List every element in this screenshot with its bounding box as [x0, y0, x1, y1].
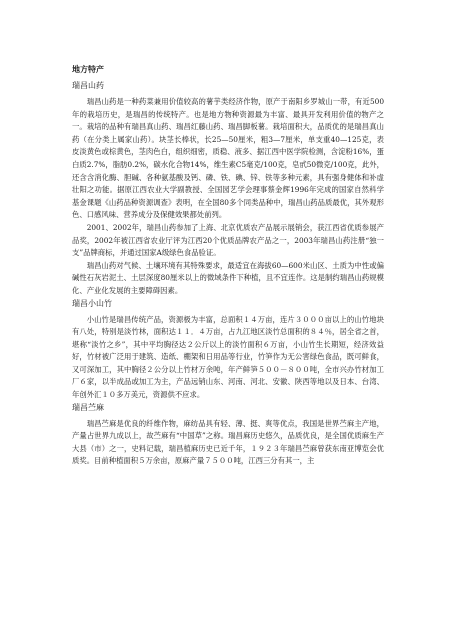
document-title: 地方特产: [72, 65, 104, 74]
paragraph: 瑞昌山药是一种药菜兼用价值较高的薯芋类经济作物，原产于南阳乡罗城山一带，有近500年的栽培历史，是瑞昌的传统特产。也是地方物种资源最为丰富、最具开发利用价值的物产之一。栽培的品种有瑞昌真山药、瑞昌红藤山药、瑞昌脚板薯。栽培面积大，品质优的是瑞昌真山药（在分类上属家山药）。块茎长棒状，长25—50厘米，粗3—7厘米，单支重40—125克，表皮淡黄色或棕黄色，茎肉色白，组织细密，质稳、液多、据江西中医学院检测，含淀粉16%，蛋白质2.7%，脂肪0.2%，碳水化合物14%，维生素C5毫克/100克，皂甙50微克/100克，此外，还含含消化酶、胆碱、各种氨基酸及钙、磷、铁、碘、锌、铁等多种元素，具有强身健体和补虚壮阳之功能。据原江西农业大学副教授、全国园艺学会理事蔡金辉1996年完成的国家自然科学基金课题《山药品种资源调查》表明，在全国80多个同类品种中，瑞昌山药品质最优，其外观形色、口感风味、营养成分及保健效果都处前列。: [72, 97, 384, 220]
section-heading: 瑞昌小山竹: [72, 298, 112, 308]
document-page: [72, 64, 384, 630]
section-shanyao: [72, 80, 384, 298]
section-heading: 瑞昌苎麻: [72, 402, 104, 412]
paragraph: 小山竹是瑞昌传统产品，资源极为丰富，总面积１４万亩，连片３０００亩以上的山竹地块有八处，特别是淡竹林，面积达１１．４万亩，占九江地区淡竹总面积的８４％，居全省之首，堪称“淡竹之乡”，其中平均胸径达２公斤以上的淡竹面积６万亩，小山竹生长期短，经济效益好，竹材被广泛用于建筑、造纸、棚架和日用品等行业，竹笋作为无公害绿色食品，既可鲜食，又可深加工，其中胸径２公分以上竹材万余吨，年产鲜笋５００－８００吨，全市兴办竹材加工厂６家，以半成品或加工为主，产品远销山东、河南、河北、安徽、陕西等地以及日本、台湾、年创外汇１０多万美元，资源供不应求。: [72, 314, 384, 400]
section-zhuma: [72, 402, 384, 468]
paragraph: 瑞昌苎麻是优良的纤维作物，麻纺品具有轻、薄、挺、爽等优点，我国是世界苎麻主产地，产量占世界九成以上，故苎麻有“中国草”之称。瑞昌麻历史悠久，品质优良，是全国优质麻生产大县（市）之一，史料记载，瑞昌植麻历史已近千年，１９２３年瑞昌苎麻曾获东南亚博览会优质奖。目前种植面积５万余亩，原麻产量７５００吨，江西三分有其一，主: [72, 418, 384, 466]
section-heading: 瑞昌山药: [72, 81, 104, 90]
section-xiaoshanzhu: [72, 298, 384, 402]
paragraph: 瑞昌山药对气候、土壤环境有其特殊要求，最适宜在海拔60—600米山区、土质为中性或偏碱性石灰岩泥土、土层深度80厘米以上的微域条件下种植，且不宜连作。这是制约瑞昌山药规模化、产业化发展的主要障碍因素。: [72, 260, 384, 295]
paragraph: 2001、2002年，瑞昌山药参加了上海、北京优质农产品展示展销会，获江西省优质参展产品奖，2002年被江西省农业厅评为江西20个优质品牌农产品之一，2003年瑞昌山药注册“独一支”品牌商标，并通过国家A级绿色食品验证。: [72, 222, 384, 258]
